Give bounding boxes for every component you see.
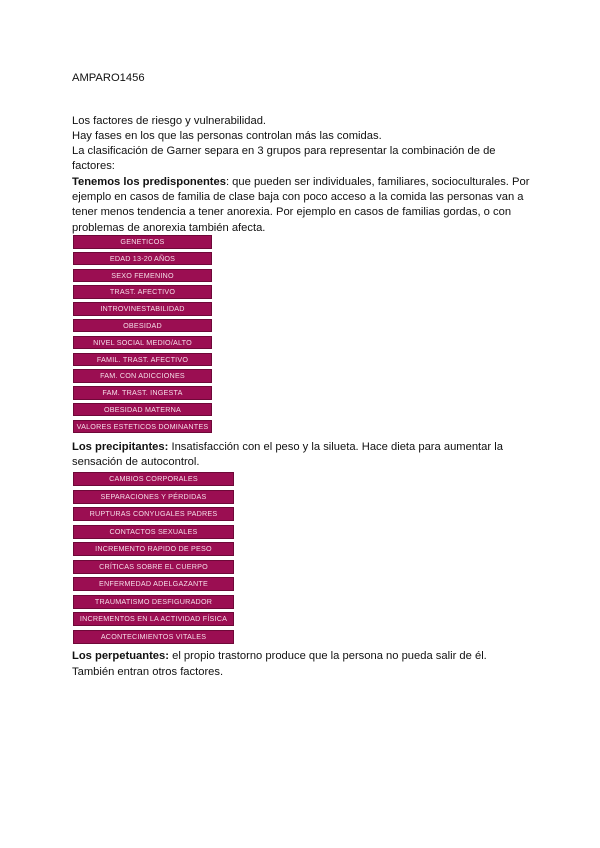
- predisponente-item: NIVEL SOCIAL MEDIO/ALTO: [73, 336, 212, 350]
- precipitante-item: TRAUMATISMO DESFIGURADOR: [73, 595, 234, 609]
- predisponente-item: SEXO FEMENINO: [73, 269, 212, 283]
- precipitante-item: RUPTURAS CONYUGALES PADRES: [73, 507, 234, 521]
- precipitantes-paragraph: [72, 440, 532, 470]
- predisponente-item: TRAST. AFECTIVO: [73, 285, 212, 299]
- predisponentes-text: : que pueden ser individuales, familiares, socioculturales. Por ejemplo en casos de familia de clase baja con poco acceso a la comida las personas van a tener menos tendencia a tener anorexia. Por ejemplo en casos de familias gordas, o con problemas de anorexia también afecta.: [72, 176, 530, 234]
- perpetuantes-line-2: También entran otros factores.: [72, 666, 224, 678]
- intro-line-2: Hay fases en los que las personas controlan más las comidas.: [72, 130, 382, 142]
- precipitante-item: ENFERMEDAD ADELGAZANTE: [73, 577, 234, 591]
- intro-line-1: Los factores de riesgo y vulnerabilidad.: [72, 115, 267, 127]
- precipitante-item: SEPARACIONES Y PÉRDIDAS: [73, 490, 234, 504]
- perpetuantes-heading: Los perpetuantes:: [72, 650, 169, 662]
- precipitante-item: CAMBIOS CORPORALES: [73, 472, 234, 486]
- predisponente-item: EDAD 13-20 AÑOS: [73, 252, 212, 266]
- predisponente-item: VALORES ESTETICOS DOMINANTES: [73, 420, 212, 434]
- predisponente-item: FAM. TRAST. INGESTA: [73, 386, 212, 400]
- predisponente-item: OBESIDAD: [73, 319, 212, 333]
- predisponente-item: OBESIDAD MATERNA: [73, 403, 212, 417]
- predisponentes-heading: Tenemos los predisponentes: [72, 176, 226, 188]
- predisponentes-paragraph: [72, 175, 532, 236]
- perpetuantes-paragraph: [72, 649, 532, 664]
- precipitantes-heading: Los precipitantes:: [72, 441, 169, 453]
- precipitante-item: INCREMENTO RAPIDO DE PESO: [73, 542, 234, 556]
- perpetuantes-text: el propio trastorno produce que la persona no pueda salir de él.: [168, 650, 487, 662]
- precipitante-item: CONTACTOS SEXUALES: [73, 525, 234, 539]
- intro-line-3: La clasificación de Garner separa en 3 grupos para representar la combinación de de factores:: [72, 145, 496, 173]
- predisponentes-list: [73, 235, 212, 437]
- precipitante-item: ACONTECIMIENTOS VITALES: [73, 630, 234, 644]
- predisponente-item: INTROVINESTABILIDAD: [73, 302, 212, 316]
- predisponente-item: FAMIL. TRAST. AFECTIVO: [73, 353, 212, 367]
- header-code: AMPARO1456: [72, 72, 145, 84]
- precipitantes-text: Insatisfacción con el peso y la silueta. Hace dieta para aumentar la sensación de autocontrol.: [72, 441, 503, 469]
- precipitantes-list: [73, 472, 234, 647]
- predisponente-item: FAM. CON ADICCIONES: [73, 369, 212, 383]
- precipitante-item: INCREMENTOS EN LA ACTIVIDAD FÍSICA: [73, 612, 234, 626]
- predisponente-item: GENETICOS: [73, 235, 212, 249]
- precipitante-item: CRÍTICAS SOBRE EL CUERPO: [73, 560, 234, 574]
